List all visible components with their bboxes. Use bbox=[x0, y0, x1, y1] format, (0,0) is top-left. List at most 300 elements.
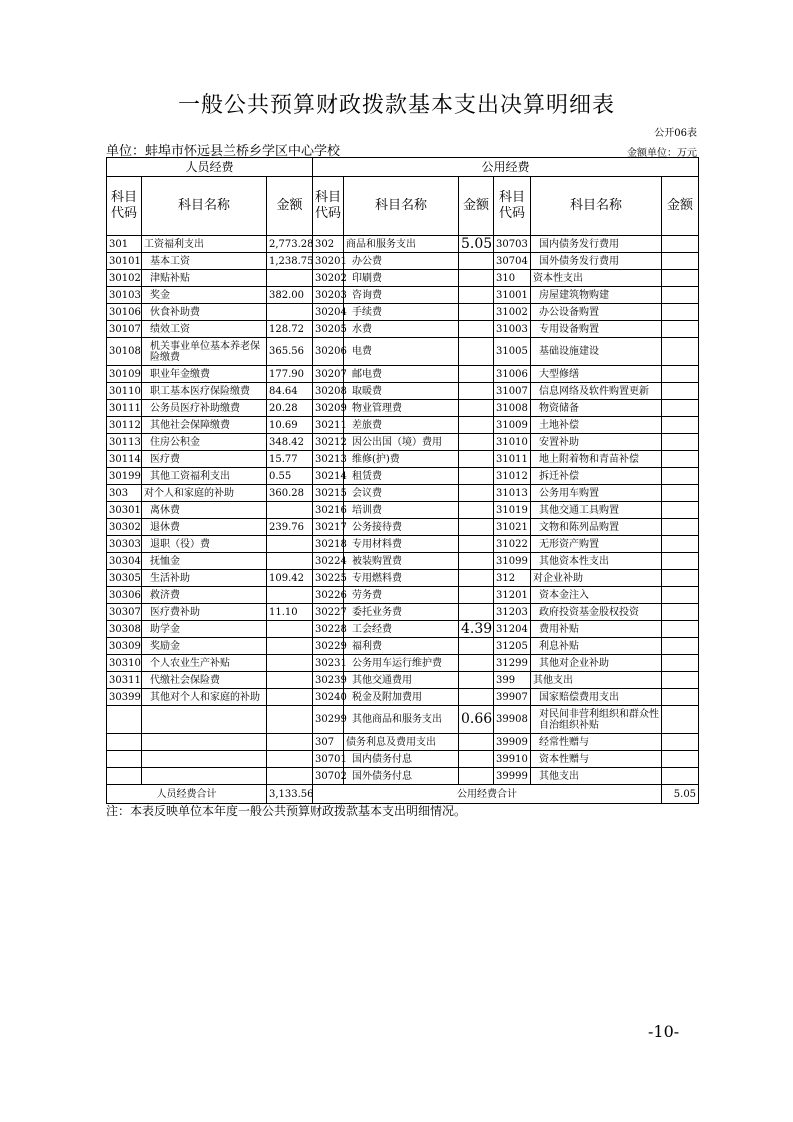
name-cell: 个人农业生产补贴 bbox=[142, 655, 267, 672]
amount-cell bbox=[267, 553, 313, 570]
name-cell: 信息网络及软件购置更新 bbox=[531, 383, 662, 400]
table-row bbox=[107, 553, 699, 570]
amount-cell bbox=[459, 253, 494, 270]
amount-cell bbox=[459, 400, 494, 417]
amount-cell bbox=[267, 768, 313, 785]
code-cell: 31019 bbox=[494, 502, 531, 519]
name-cell: 专用设备购置 bbox=[531, 321, 662, 338]
amount-cell bbox=[459, 519, 494, 536]
code-cell: 30704 bbox=[494, 253, 531, 270]
unit-label: 单位：蚌埠市怀远县兰桥乡学区中心学校 bbox=[106, 144, 341, 159]
code-cell: 31022 bbox=[494, 536, 531, 553]
code-cell: 30231 bbox=[313, 655, 344, 672]
header-code: 科目代码 bbox=[107, 177, 142, 236]
code-cell: 30204 bbox=[313, 304, 344, 321]
amount-cell bbox=[459, 304, 494, 321]
name-cell: 无形资产购置 bbox=[531, 536, 662, 553]
code-cell: 31013 bbox=[494, 485, 531, 502]
code-cell: 30209 bbox=[313, 400, 344, 417]
amount-cell: 0.66 bbox=[459, 706, 494, 734]
name-cell: 物资储备 bbox=[531, 400, 662, 417]
code-cell: 31204 bbox=[494, 621, 531, 638]
amount-cell bbox=[662, 417, 699, 434]
amount-cell bbox=[662, 587, 699, 604]
amount-cell bbox=[459, 434, 494, 451]
name-cell: 安置补助 bbox=[531, 434, 662, 451]
code-cell: 30702 bbox=[313, 768, 344, 785]
header-amount: 金额 bbox=[662, 177, 699, 236]
amount-cell bbox=[662, 734, 699, 751]
code-cell: 30224 bbox=[313, 553, 344, 570]
name-cell: 拆迁补偿 bbox=[531, 468, 662, 485]
code-cell: 312 bbox=[494, 570, 531, 587]
name-cell: 政府投资基金股权投资 bbox=[531, 604, 662, 621]
code-cell: 30108 bbox=[107, 338, 142, 366]
name-cell: 被装购置费 bbox=[344, 553, 459, 570]
amount-cell bbox=[459, 689, 494, 706]
code-cell: 30216 bbox=[313, 502, 344, 519]
public-total-value: 5.05 bbox=[662, 785, 699, 804]
name-cell: 奖励金 bbox=[142, 638, 267, 655]
code-cell: 30310 bbox=[107, 655, 142, 672]
code-cell: 30206 bbox=[313, 338, 344, 366]
amount-cell bbox=[267, 270, 313, 287]
amount-cell bbox=[662, 468, 699, 485]
table-row bbox=[107, 519, 699, 536]
code-cell: 31007 bbox=[494, 383, 531, 400]
amount-cell bbox=[662, 434, 699, 451]
amount-cell: 239.76 bbox=[267, 519, 313, 536]
table-row bbox=[107, 321, 699, 338]
code-cell: 30109 bbox=[107, 366, 142, 383]
name-cell: 其他交通费用 bbox=[344, 672, 459, 689]
code-cell: 30218 bbox=[313, 536, 344, 553]
name-cell: 国内债务发行费用 bbox=[531, 236, 662, 253]
code-cell: 30226 bbox=[313, 587, 344, 604]
name-cell: 维修(护)费 bbox=[344, 451, 459, 468]
name-cell: 职业年金缴费 bbox=[142, 366, 267, 383]
code-cell bbox=[107, 734, 142, 751]
code-cell: 31203 bbox=[494, 604, 531, 621]
amount-cell bbox=[459, 338, 494, 366]
code-cell: 301 bbox=[107, 236, 142, 253]
amount-cell bbox=[662, 519, 699, 536]
header-amount: 金额 bbox=[267, 177, 313, 236]
name-cell: 商品和服务支出 bbox=[344, 236, 459, 253]
table-row bbox=[107, 621, 699, 638]
code-cell: 30217 bbox=[313, 519, 344, 536]
code-cell: 31009 bbox=[494, 417, 531, 434]
name-cell: 生活补助 bbox=[142, 570, 267, 587]
code-cell: 30111 bbox=[107, 400, 142, 417]
amount-cell bbox=[459, 287, 494, 304]
amount-cell: 5.05 bbox=[459, 236, 494, 253]
name-cell: 委托业务费 bbox=[344, 604, 459, 621]
name-cell: 土地补偿 bbox=[531, 417, 662, 434]
code-cell: 30201 bbox=[313, 253, 344, 270]
code-cell: 30214 bbox=[313, 468, 344, 485]
amount-cell bbox=[459, 751, 494, 768]
name-cell: 物业管理费 bbox=[344, 400, 459, 417]
amount-cell: 15.77 bbox=[267, 451, 313, 468]
name-cell: 办公费 bbox=[344, 253, 459, 270]
code-cell: 30308 bbox=[107, 621, 142, 638]
code-cell: 30311 bbox=[107, 672, 142, 689]
table-row bbox=[107, 604, 699, 621]
name-cell: 资本金注入 bbox=[531, 587, 662, 604]
name-cell: 抚恤金 bbox=[142, 553, 267, 570]
amount-cell: 348.42 bbox=[267, 434, 313, 451]
code-cell: 30205 bbox=[313, 321, 344, 338]
header-code: 科目代码 bbox=[494, 177, 531, 236]
amount-cell bbox=[662, 236, 699, 253]
code-cell: 31099 bbox=[494, 553, 531, 570]
name-cell: 其他资本性支出 bbox=[531, 553, 662, 570]
table-row bbox=[107, 689, 699, 706]
name-cell: 国外债务发行费用 bbox=[531, 253, 662, 270]
table-row bbox=[107, 366, 699, 383]
code-cell: 31012 bbox=[494, 468, 531, 485]
code-cell: 30211 bbox=[313, 417, 344, 434]
name-cell: 工资福利支出 bbox=[142, 236, 267, 253]
name-cell: 咨询费 bbox=[344, 287, 459, 304]
name-cell: 其他支出 bbox=[531, 768, 662, 785]
amount-cell: 84.64 bbox=[267, 383, 313, 400]
code-cell: 39909 bbox=[494, 734, 531, 751]
name-cell: 医疗费 bbox=[142, 451, 267, 468]
name-cell: 资本性赠与 bbox=[531, 751, 662, 768]
table-row bbox=[107, 468, 699, 485]
header-name: 科目名称 bbox=[142, 177, 267, 236]
name-cell: 救济费 bbox=[142, 587, 267, 604]
name-cell: 地上附着物和青苗补偿 bbox=[531, 451, 662, 468]
amount-cell: 382.00 bbox=[267, 287, 313, 304]
totals-row bbox=[107, 785, 699, 804]
amount-cell bbox=[662, 253, 699, 270]
name-cell: 其他商品和服务支出 bbox=[344, 706, 459, 734]
amount-cell: 177.90 bbox=[267, 366, 313, 383]
name-cell: 离休费 bbox=[142, 502, 267, 519]
amount-cell: 128.72 bbox=[267, 321, 313, 338]
name-cell: 税金及附加费用 bbox=[344, 689, 459, 706]
table-row bbox=[107, 270, 699, 287]
name-cell: 工会经费 bbox=[344, 621, 459, 638]
table-row bbox=[107, 417, 699, 434]
name-cell: 对企业补助 bbox=[531, 570, 662, 587]
name-cell: 公务员医疗补助缴费 bbox=[142, 400, 267, 417]
amount-cell bbox=[267, 638, 313, 655]
code-cell: 30701 bbox=[313, 751, 344, 768]
amount-cell bbox=[267, 502, 313, 519]
expenditure-table bbox=[106, 157, 699, 804]
table-row bbox=[107, 536, 699, 553]
code-cell: 31008 bbox=[494, 400, 531, 417]
code-cell: 307 bbox=[313, 734, 344, 751]
amount-cell bbox=[662, 485, 699, 502]
name-cell: 其他对个人和家庭的补助 bbox=[142, 689, 267, 706]
name-cell: 代缴社会保险费 bbox=[142, 672, 267, 689]
name-cell: 公务用车购置 bbox=[531, 485, 662, 502]
code-cell: 30208 bbox=[313, 383, 344, 400]
amount-cell bbox=[662, 655, 699, 672]
name-cell: 对民间非营利组织和群众性自治组织补贴 bbox=[531, 706, 662, 734]
personnel-total-value: 3,133.56 bbox=[267, 785, 313, 804]
amount-cell: 4.39 bbox=[459, 621, 494, 638]
name-cell: 邮电费 bbox=[344, 366, 459, 383]
name-cell: 其他对企业补助 bbox=[531, 655, 662, 672]
header-name: 科目名称 bbox=[344, 177, 459, 236]
amount-cell bbox=[267, 672, 313, 689]
amount-cell bbox=[459, 655, 494, 672]
code-cell: 30113 bbox=[107, 434, 142, 451]
name-cell: 津贴补贴 bbox=[142, 270, 267, 287]
code-cell bbox=[107, 751, 142, 768]
code-cell: 31205 bbox=[494, 638, 531, 655]
code-cell: 303 bbox=[107, 485, 142, 502]
name-cell: 办公设备购置 bbox=[531, 304, 662, 321]
name-cell: 其他社会保障缴费 bbox=[142, 417, 267, 434]
amount-cell bbox=[267, 536, 313, 553]
name-cell: 因公出国（境）费用 bbox=[344, 434, 459, 451]
table-row bbox=[107, 383, 699, 400]
code-cell: 31010 bbox=[494, 434, 531, 451]
name-cell: 差旅费 bbox=[344, 417, 459, 434]
name-cell: 房屋建筑物购建 bbox=[531, 287, 662, 304]
code-cell: 30228 bbox=[313, 621, 344, 638]
code-cell: 31006 bbox=[494, 366, 531, 383]
amount-cell bbox=[662, 287, 699, 304]
code-cell: 30215 bbox=[313, 485, 344, 502]
code-cell: 39999 bbox=[494, 768, 531, 785]
code-cell: 30203 bbox=[313, 287, 344, 304]
code-cell: 30309 bbox=[107, 638, 142, 655]
code-cell: 31003 bbox=[494, 321, 531, 338]
amount-cell bbox=[662, 338, 699, 366]
code-cell: 30399 bbox=[107, 689, 142, 706]
code-cell: 302 bbox=[313, 236, 344, 253]
code-cell bbox=[107, 706, 142, 734]
amount-cell bbox=[459, 366, 494, 383]
header-amount: 金额 bbox=[459, 177, 494, 236]
amount-cell bbox=[662, 383, 699, 400]
personnel-total-label: 人员经费合计 bbox=[107, 785, 267, 804]
code-cell: 30225 bbox=[313, 570, 344, 587]
table-row bbox=[107, 434, 699, 451]
amount-cell bbox=[459, 451, 494, 468]
footnote: 注：本表反映单位本年度一般公共预算财政拨款基本支出明细情况。 bbox=[106, 804, 467, 818]
code-cell: 31001 bbox=[494, 287, 531, 304]
code-cell: 30303 bbox=[107, 536, 142, 553]
name-cell: 住房公积金 bbox=[142, 434, 267, 451]
amount-cell bbox=[459, 604, 494, 621]
code-cell: 31005 bbox=[494, 338, 531, 366]
code-cell: 30213 bbox=[313, 451, 344, 468]
amount-cell bbox=[459, 321, 494, 338]
code-cell: 30102 bbox=[107, 270, 142, 287]
code-cell: 30106 bbox=[107, 304, 142, 321]
amount-cell bbox=[267, 587, 313, 604]
code-cell: 310 bbox=[494, 270, 531, 287]
name-cell: 国家赔偿费用支出 bbox=[531, 689, 662, 706]
code-cell: 30304 bbox=[107, 553, 142, 570]
name-cell bbox=[142, 734, 267, 751]
name-cell: 伙食补助费 bbox=[142, 304, 267, 321]
name-cell: 公务接待费 bbox=[344, 519, 459, 536]
name-cell: 专用燃料费 bbox=[344, 570, 459, 587]
form-code: 公开06表 bbox=[654, 128, 697, 139]
name-cell: 国内债务付息 bbox=[344, 751, 459, 768]
name-cell: 其他支出 bbox=[531, 672, 662, 689]
name-cell: 文物和陈列品购置 bbox=[531, 519, 662, 536]
table-row bbox=[107, 672, 699, 689]
code-cell: 30101 bbox=[107, 253, 142, 270]
amount-cell bbox=[459, 768, 494, 785]
code-cell: 31011 bbox=[494, 451, 531, 468]
amount-cell bbox=[459, 638, 494, 655]
amount-cell bbox=[662, 502, 699, 519]
table-row bbox=[107, 485, 699, 502]
table-row bbox=[107, 587, 699, 604]
amount-cell: 2,773.28 bbox=[267, 236, 313, 253]
section-personnel: 人员经费 bbox=[107, 158, 313, 177]
public-total-label: 公用经费合计 bbox=[313, 785, 662, 804]
table-row bbox=[107, 253, 699, 270]
code-cell: 30227 bbox=[313, 604, 344, 621]
table-row bbox=[107, 451, 699, 468]
table-row bbox=[107, 638, 699, 655]
amount-cell: 109.42 bbox=[267, 570, 313, 587]
name-cell: 退职（役）费 bbox=[142, 536, 267, 553]
code-cell: 30107 bbox=[107, 321, 142, 338]
code-cell: 30202 bbox=[313, 270, 344, 287]
table-row bbox=[107, 304, 699, 321]
amount-cell bbox=[662, 400, 699, 417]
name-cell: 对个人和家庭的补助 bbox=[142, 485, 267, 502]
table-row bbox=[107, 400, 699, 417]
name-cell: 基本工资 bbox=[142, 253, 267, 270]
code-cell: 399 bbox=[494, 672, 531, 689]
amount-cell bbox=[459, 587, 494, 604]
amount-cell bbox=[662, 553, 699, 570]
name-cell: 手续费 bbox=[344, 304, 459, 321]
amount-cell: 360.28 bbox=[267, 485, 313, 502]
name-cell: 职工基本医疗保险缴费 bbox=[142, 383, 267, 400]
section-header-row bbox=[107, 158, 699, 177]
table-row bbox=[107, 287, 699, 304]
name-cell: 绩效工资 bbox=[142, 321, 267, 338]
code-cell: 30703 bbox=[494, 236, 531, 253]
name-cell: 其他交通工具购置 bbox=[531, 502, 662, 519]
code-cell: 30110 bbox=[107, 383, 142, 400]
code-cell: 30240 bbox=[313, 689, 344, 706]
name-cell: 债务利息及费用支出 bbox=[344, 734, 459, 751]
amount-cell bbox=[662, 321, 699, 338]
code-cell: 30301 bbox=[107, 502, 142, 519]
code-cell: 30199 bbox=[107, 468, 142, 485]
amount-cell bbox=[267, 621, 313, 638]
name-cell bbox=[142, 768, 267, 785]
name-cell bbox=[142, 706, 267, 734]
amount-cell bbox=[662, 366, 699, 383]
code-cell: 39907 bbox=[494, 689, 531, 706]
name-cell: 福利费 bbox=[344, 638, 459, 655]
table-row bbox=[107, 734, 699, 751]
name-cell: 培训费 bbox=[344, 502, 459, 519]
amount-cell bbox=[267, 655, 313, 672]
table-row bbox=[107, 236, 699, 253]
name-cell: 会议费 bbox=[344, 485, 459, 502]
name-cell: 劳务费 bbox=[344, 587, 459, 604]
name-cell: 机关事业单位基本养老保险缴费 bbox=[142, 338, 267, 366]
code-cell: 31021 bbox=[494, 519, 531, 536]
amount-cell bbox=[662, 689, 699, 706]
table-row bbox=[107, 338, 699, 366]
table-row bbox=[107, 768, 699, 785]
amount-cell bbox=[662, 570, 699, 587]
amount-cell: 365.56 bbox=[267, 338, 313, 366]
amount-cell bbox=[662, 621, 699, 638]
amount-cell bbox=[267, 706, 313, 734]
code-cell: 30307 bbox=[107, 604, 142, 621]
amount-cell bbox=[459, 502, 494, 519]
amount-cell bbox=[267, 751, 313, 768]
amount-cell bbox=[267, 304, 313, 321]
name-cell: 资本性支出 bbox=[531, 270, 662, 287]
name-cell: 利息补贴 bbox=[531, 638, 662, 655]
name-cell: 专用材料费 bbox=[344, 536, 459, 553]
amount-cell bbox=[662, 706, 699, 734]
name-cell: 费用补贴 bbox=[531, 621, 662, 638]
amount-cell bbox=[459, 383, 494, 400]
name-cell: 其他工资福利支出 bbox=[142, 468, 267, 485]
code-cell: 30306 bbox=[107, 587, 142, 604]
amount-cell bbox=[459, 734, 494, 751]
name-cell: 国外债务付息 bbox=[344, 768, 459, 785]
amount-cell bbox=[662, 751, 699, 768]
header-name: 科目名称 bbox=[531, 177, 662, 236]
amount-cell bbox=[267, 734, 313, 751]
amount-cell: 20.28 bbox=[267, 400, 313, 417]
code-cell: 39908 bbox=[494, 706, 531, 734]
amount-cell bbox=[459, 417, 494, 434]
amount-cell bbox=[662, 270, 699, 287]
code-cell: 31201 bbox=[494, 587, 531, 604]
amount-cell bbox=[662, 304, 699, 321]
name-cell: 水费 bbox=[344, 321, 459, 338]
amount-cell bbox=[662, 536, 699, 553]
name-cell: 医疗费补助 bbox=[142, 604, 267, 621]
name-cell bbox=[142, 751, 267, 768]
code-cell: 30302 bbox=[107, 519, 142, 536]
amount-cell bbox=[662, 604, 699, 621]
code-cell: 30112 bbox=[107, 417, 142, 434]
code-cell: 30212 bbox=[313, 434, 344, 451]
name-cell: 电费 bbox=[344, 338, 459, 366]
code-cell: 30207 bbox=[313, 366, 344, 383]
table-row bbox=[107, 655, 699, 672]
amount-cell bbox=[459, 485, 494, 502]
code-cell: 30239 bbox=[313, 672, 344, 689]
amount-cell bbox=[459, 468, 494, 485]
amount-cell bbox=[459, 270, 494, 287]
amount-cell: 1,238.75 bbox=[267, 253, 313, 270]
name-cell: 助学金 bbox=[142, 621, 267, 638]
header-code: 科目代码 bbox=[313, 177, 344, 236]
amount-cell bbox=[662, 768, 699, 785]
code-cell: 30229 bbox=[313, 638, 344, 655]
amount-cell: 11.10 bbox=[267, 604, 313, 621]
amount-cell: 10.69 bbox=[267, 417, 313, 434]
